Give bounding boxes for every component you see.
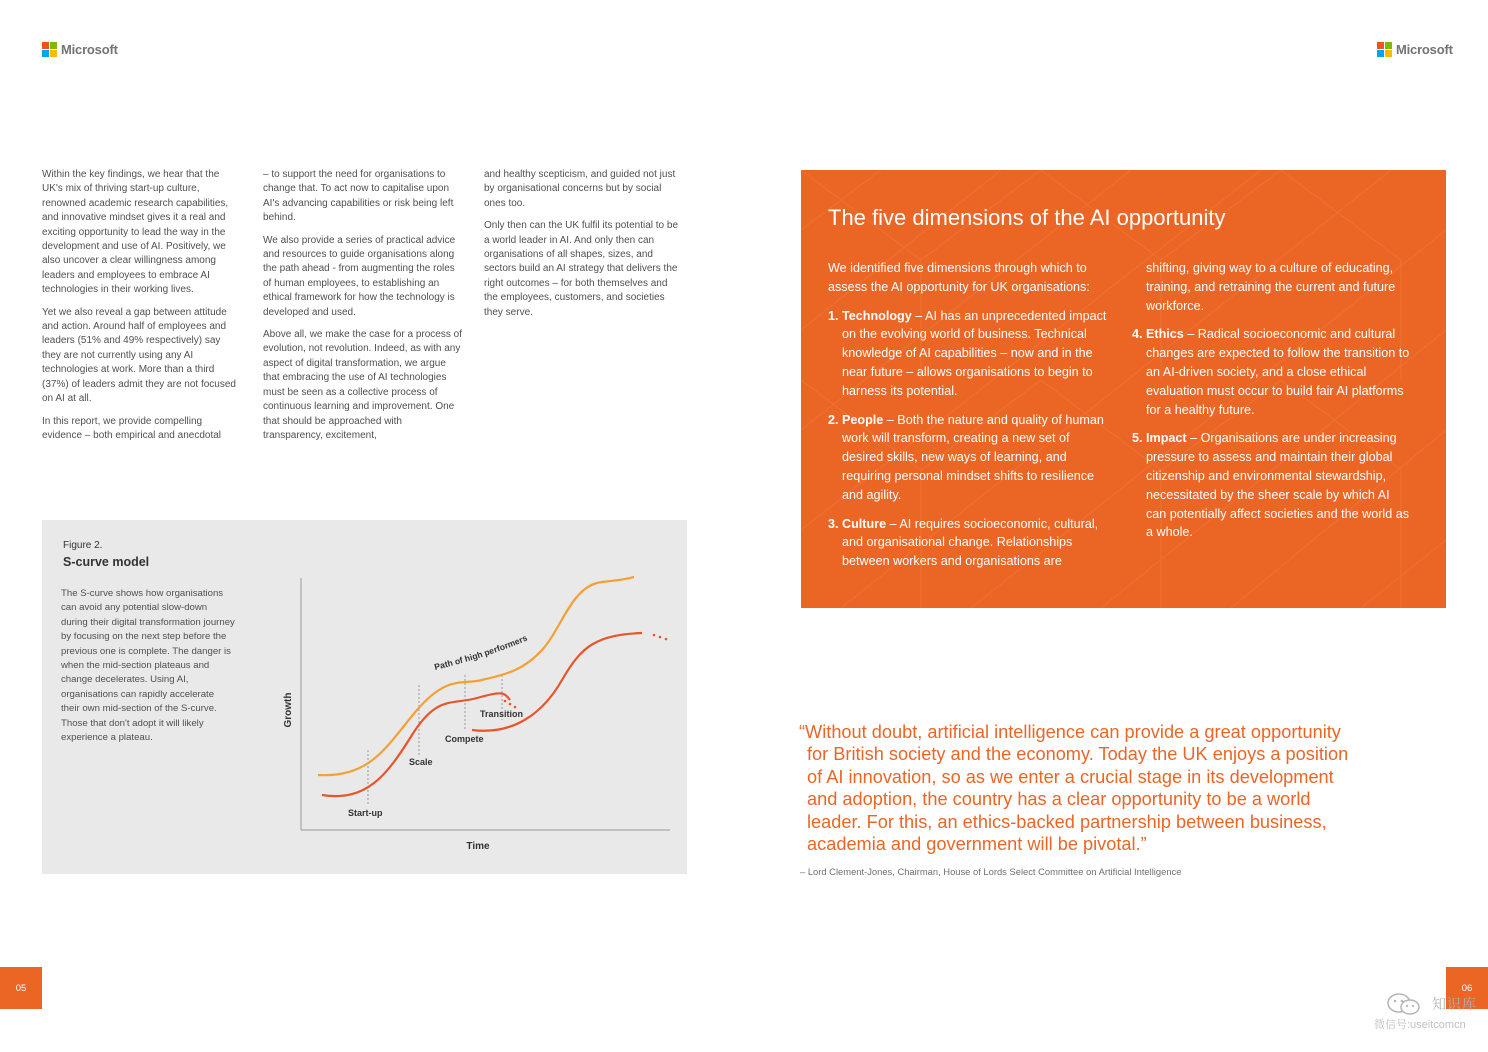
intro-column-3 — [484, 168, 684, 328]
logo-wordmark: Microsoft — [1396, 42, 1453, 57]
dimension-number: 4. — [1132, 327, 1143, 342]
figure-title: S-curve model — [63, 555, 150, 569]
figure-number: Figure 2. — [63, 540, 103, 551]
dimension-text: – AI has an unprecedented impact on the evolving world of business. Technical knowledge of AI capabilities – now and in the near future – allows organisations to begin to harness its potential. — [842, 308, 1107, 398]
logo-wordmark: Microsoft — [61, 42, 118, 57]
trail-dot — [659, 636, 662, 639]
dimension-item — [1132, 325, 1412, 419]
watermark-brand: 知识库 — [1432, 996, 1477, 1012]
box-column-right — [1132, 259, 1412, 542]
dimension-item — [1132, 429, 1412, 542]
dimension-number: 2. — [828, 412, 839, 427]
pull-quote — [799, 721, 1379, 855]
high-performers-curve — [318, 577, 634, 775]
quote-line: “Without doubt, artificial intelligence can provide a great opportunity — [799, 722, 1341, 742]
quote-line: and adoption, the country has a clear opportunity to be a world — [807, 789, 1311, 810]
culture-continued: shifting, giving way to a culture of educating, training, and retraining the current and future workforce. — [1146, 261, 1396, 313]
microsoft-logo-icon — [42, 42, 57, 57]
intro-paragraph: Above all, we make the case for a process of evolution, not revolution. Indeed, as with any aspect of digital transformation, we argue that embracing the use of AI technologies must be seen as a collective process of continuous learning and improvement. One that should be approached with transparency, excitement, — [263, 329, 462, 441]
dimension-heading: Impact — [1146, 431, 1187, 446]
microsoft-logo-right — [1377, 42, 1453, 57]
figure-caption: The S-curve shows how organisations can avoid any potential slow-down during their digital transformation journey by focusing on the next step before the previous one is complete. The danger is when the mid-section plateaus and change decelerates. Using AI, organisations can rapidly accelerate their own mid-section of the S-curve. Those that don't adopt it will likely experience a plateau. — [61, 588, 235, 744]
trail-dot — [653, 634, 656, 637]
box-title: The five dimensions of the AI opportunity — [828, 205, 1226, 230]
dimension-heading: Ethics — [1146, 327, 1184, 342]
quote-line: academia and government will be pivotal.” — [807, 834, 1147, 855]
watermark-id: 微信号:useitcomcn — [1374, 1019, 1466, 1031]
page-number-left: 05 — [0, 967, 42, 1009]
quote-line: leader. For this, an ethics-backed partnership between business, — [807, 811, 1327, 832]
trail-dot — [504, 700, 507, 703]
intro-paragraph: Yet we also reveal a gap between attitude and action. Around half of employees and leaders (51% and 49% respectively) say they are not currently using any AI technologies at work. More than a third (37%) of leaders admit they are not focused on AI at all. — [42, 306, 236, 405]
dimension-heading: People — [842, 412, 884, 427]
microsoft-logo-left — [42, 42, 118, 57]
y-axis-label: Growth — [283, 692, 294, 728]
dimension-heading: Technology — [842, 308, 912, 323]
intro-paragraph: In this report, we provide compelling evidence – both empirical and anecdotal — [42, 415, 222, 441]
intro-column-1 — [42, 168, 242, 451]
path-label-text: Path of high performers — [433, 632, 529, 672]
stage-label-transition: Transition — [480, 709, 524, 719]
dimension-number: 5. — [1132, 431, 1143, 446]
stage-label-scale: Scale — [409, 757, 433, 767]
intro-paragraph: Within the key findings, we hear that the UK's mix of thriving start-up culture, renowned academic research capabilities, and innovative mindset gives it a real and exciting opportunity to lead the way in the development and use of AI. Positively, we also uncover a clear willingness among leaders and employees to embrace AI technologies in their working lives. — [42, 169, 229, 296]
path-label — [433, 633, 529, 672]
stage-label-startup: Start-up — [348, 808, 383, 818]
dimension-number: 1. — [828, 308, 839, 323]
trail-dot — [509, 703, 512, 706]
wechat-icon — [1386, 992, 1422, 1016]
quote-line: of AI innovation, so as we enter a crucial stage in its development — [807, 766, 1334, 787]
box-intro: We identified five dimensions through which to assess the AI opportunity for UK organisations: — [828, 261, 1090, 294]
five-dimensions-box — [801, 170, 1446, 608]
dimension-number: 3. — [828, 516, 839, 531]
trail-dot — [514, 706, 517, 709]
intro-paragraph: We also provide a series of practical advice and resources to guide organisations along the path ahead - from augmenting the roles of human employees, to establishing an ethical framework for how the technology is developed and used. — [263, 234, 456, 318]
dimension-item — [828, 515, 1108, 571]
figure-panel — [42, 520, 687, 874]
dimension-text: – AI requires socioeconomic, cultural, and organisational change. Relationships between workers and organisations are — [842, 516, 1099, 569]
dimension-text: – Radical socioeconomic and cultural changes are expected to follow the transition to an AI-driven society, and a close ethical evaluation must occur to build fair AI platforms for a healthy future. — [1146, 327, 1410, 417]
dimension-text: – Organisations are under increasing pressure to assess and maintain their global citizenship and environmental stewardship, necessitated by the sheer scale by which AI can potentially affect societies and the world as a whole. — [1146, 431, 1409, 540]
microsoft-logo-icon — [1377, 42, 1392, 57]
trail-dot — [665, 638, 668, 641]
quote-attribution: – Lord Clement-Jones, Chairman, House of Lords Select Committee on Artificial Intelligence — [800, 866, 1182, 877]
stage-label-compete: Compete — [445, 734, 484, 744]
dimension-item — [828, 411, 1108, 505]
intro-paragraph: and healthy scepticism, and guided not just by organisational concerns but by social ones too. — [484, 169, 676, 209]
dimension-text: – Both the nature and quality of human work will transform, creating a new set of desired skills, new ways of learning, and requiring personal mindset shifts to resilience and agility. — [842, 412, 1104, 502]
intro-paragraph: Only then can the UK fulfil its potential to be a world leader in AI. And only then can organisations of all shapes, sizes, and sectors build an AI strategy that delivers the right outcomes – for both themselves and the employees, customers, and societies they serve. — [484, 220, 678, 318]
x-axis-label: Time — [466, 841, 490, 852]
intro-column-2 — [263, 168, 463, 451]
s-curve-diagram — [42, 520, 687, 874]
quote-line: for British society and the economy. Today the UK enjoys a position — [807, 744, 1349, 765]
intro-paragraph: – to support the need for organisations to change that. To act now to capitalise upon AI's advancing capabilities or risk being left behind. — [263, 169, 454, 224]
box-column-left — [828, 259, 1108, 571]
dimension-item — [828, 307, 1108, 401]
page-number-right: 06 — [1446, 967, 1488, 1009]
dimension-heading: Culture — [842, 516, 887, 531]
